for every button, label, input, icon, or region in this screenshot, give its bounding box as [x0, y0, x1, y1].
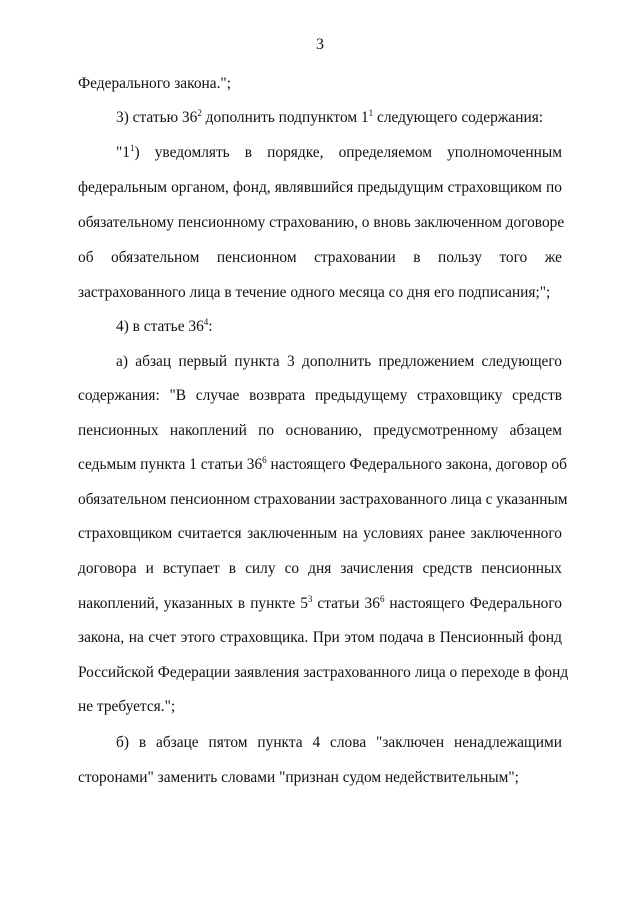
text-line-3	[116, 143, 562, 163]
text-line-2	[116, 108, 562, 128]
text-line-1	[78, 74, 562, 94]
superscript: 4	[203, 317, 209, 327]
line-text: статьи 36	[312, 595, 380, 612]
text-line-7: застрахованного лица в течение одного месяца со дня его подписания;";	[78, 284, 551, 301]
line-text: накоплений, указанных в пункте 5	[78, 595, 308, 612]
text-line-17: закона, на счет этого страховщика. При этом подача в Пенсионный фонд	[78, 629, 562, 646]
line-text: "1	[116, 144, 130, 161]
text-line-21: сторонами" заменить словами "признан судом недействительным";	[78, 769, 519, 786]
superscript: 6	[379, 594, 385, 604]
text-line-13: обязательном пенсионном страховании застрахованного лица с указанным	[78, 491, 568, 508]
text-line-16	[78, 594, 562, 614]
superscript: 6	[262, 455, 267, 465]
line-text: настоящего Федерального	[384, 595, 562, 612]
text-line-15: договора и вступает в силу со дня зачисления средств пенсионных	[78, 560, 562, 577]
text-line-12	[78, 455, 567, 475]
line-text: седьмым пункта 1 статьи 36	[78, 456, 263, 473]
text-line-18: Российской Федерации заявления застрахованного лица о переходе в фонд	[78, 664, 569, 681]
superscript: 2	[197, 108, 202, 118]
line-text: Федерального закона.";	[78, 75, 231, 92]
text-line-5: обязательному пенсионному страхованию, о вновь заключенном договоре	[78, 214, 565, 231]
line-text: ) уведомлять в порядке, определяемом уполномоченным	[134, 144, 562, 161]
line-text: настоящего Федерального закона, договор об	[266, 456, 567, 473]
text-line-19: не требуется.";	[78, 698, 176, 715]
line-text: следующего содержания:	[373, 109, 544, 126]
line-text: :	[208, 318, 213, 335]
line-text: 3) статью 36	[116, 109, 198, 126]
text-line-6: об обязательном пенсионном страховании в пользу того же	[78, 249, 562, 266]
text-line-14: страховщиком считается заключенным на условиях ранее заключенного	[78, 525, 562, 542]
text-line-20: б) в абзаце пятом пункта 4 слова "заключен ненадлежащими	[116, 734, 562, 751]
text-line-4: федеральным органом, фонд, являвшийся предыдущим страховщиком по	[78, 179, 562, 196]
text-line-10: содержания: "В случае возврата предыдущему страховщику средств	[78, 387, 562, 404]
line-text: дополнить подпунктом 1	[201, 109, 369, 126]
text-line-11: пенсионных накоплений по основанию, предусмотренному абзацем	[78, 422, 562, 439]
superscript: 1	[368, 108, 374, 118]
superscript: 3	[307, 594, 313, 604]
text-line-9: а) абзац первый пункта 3 дополнить предложением следующего	[116, 353, 562, 370]
superscript: 1	[129, 143, 135, 153]
page-number: 3	[316, 36, 324, 53]
text-line-8	[116, 317, 562, 337]
line-text: 4) в статье 36	[116, 318, 204, 335]
